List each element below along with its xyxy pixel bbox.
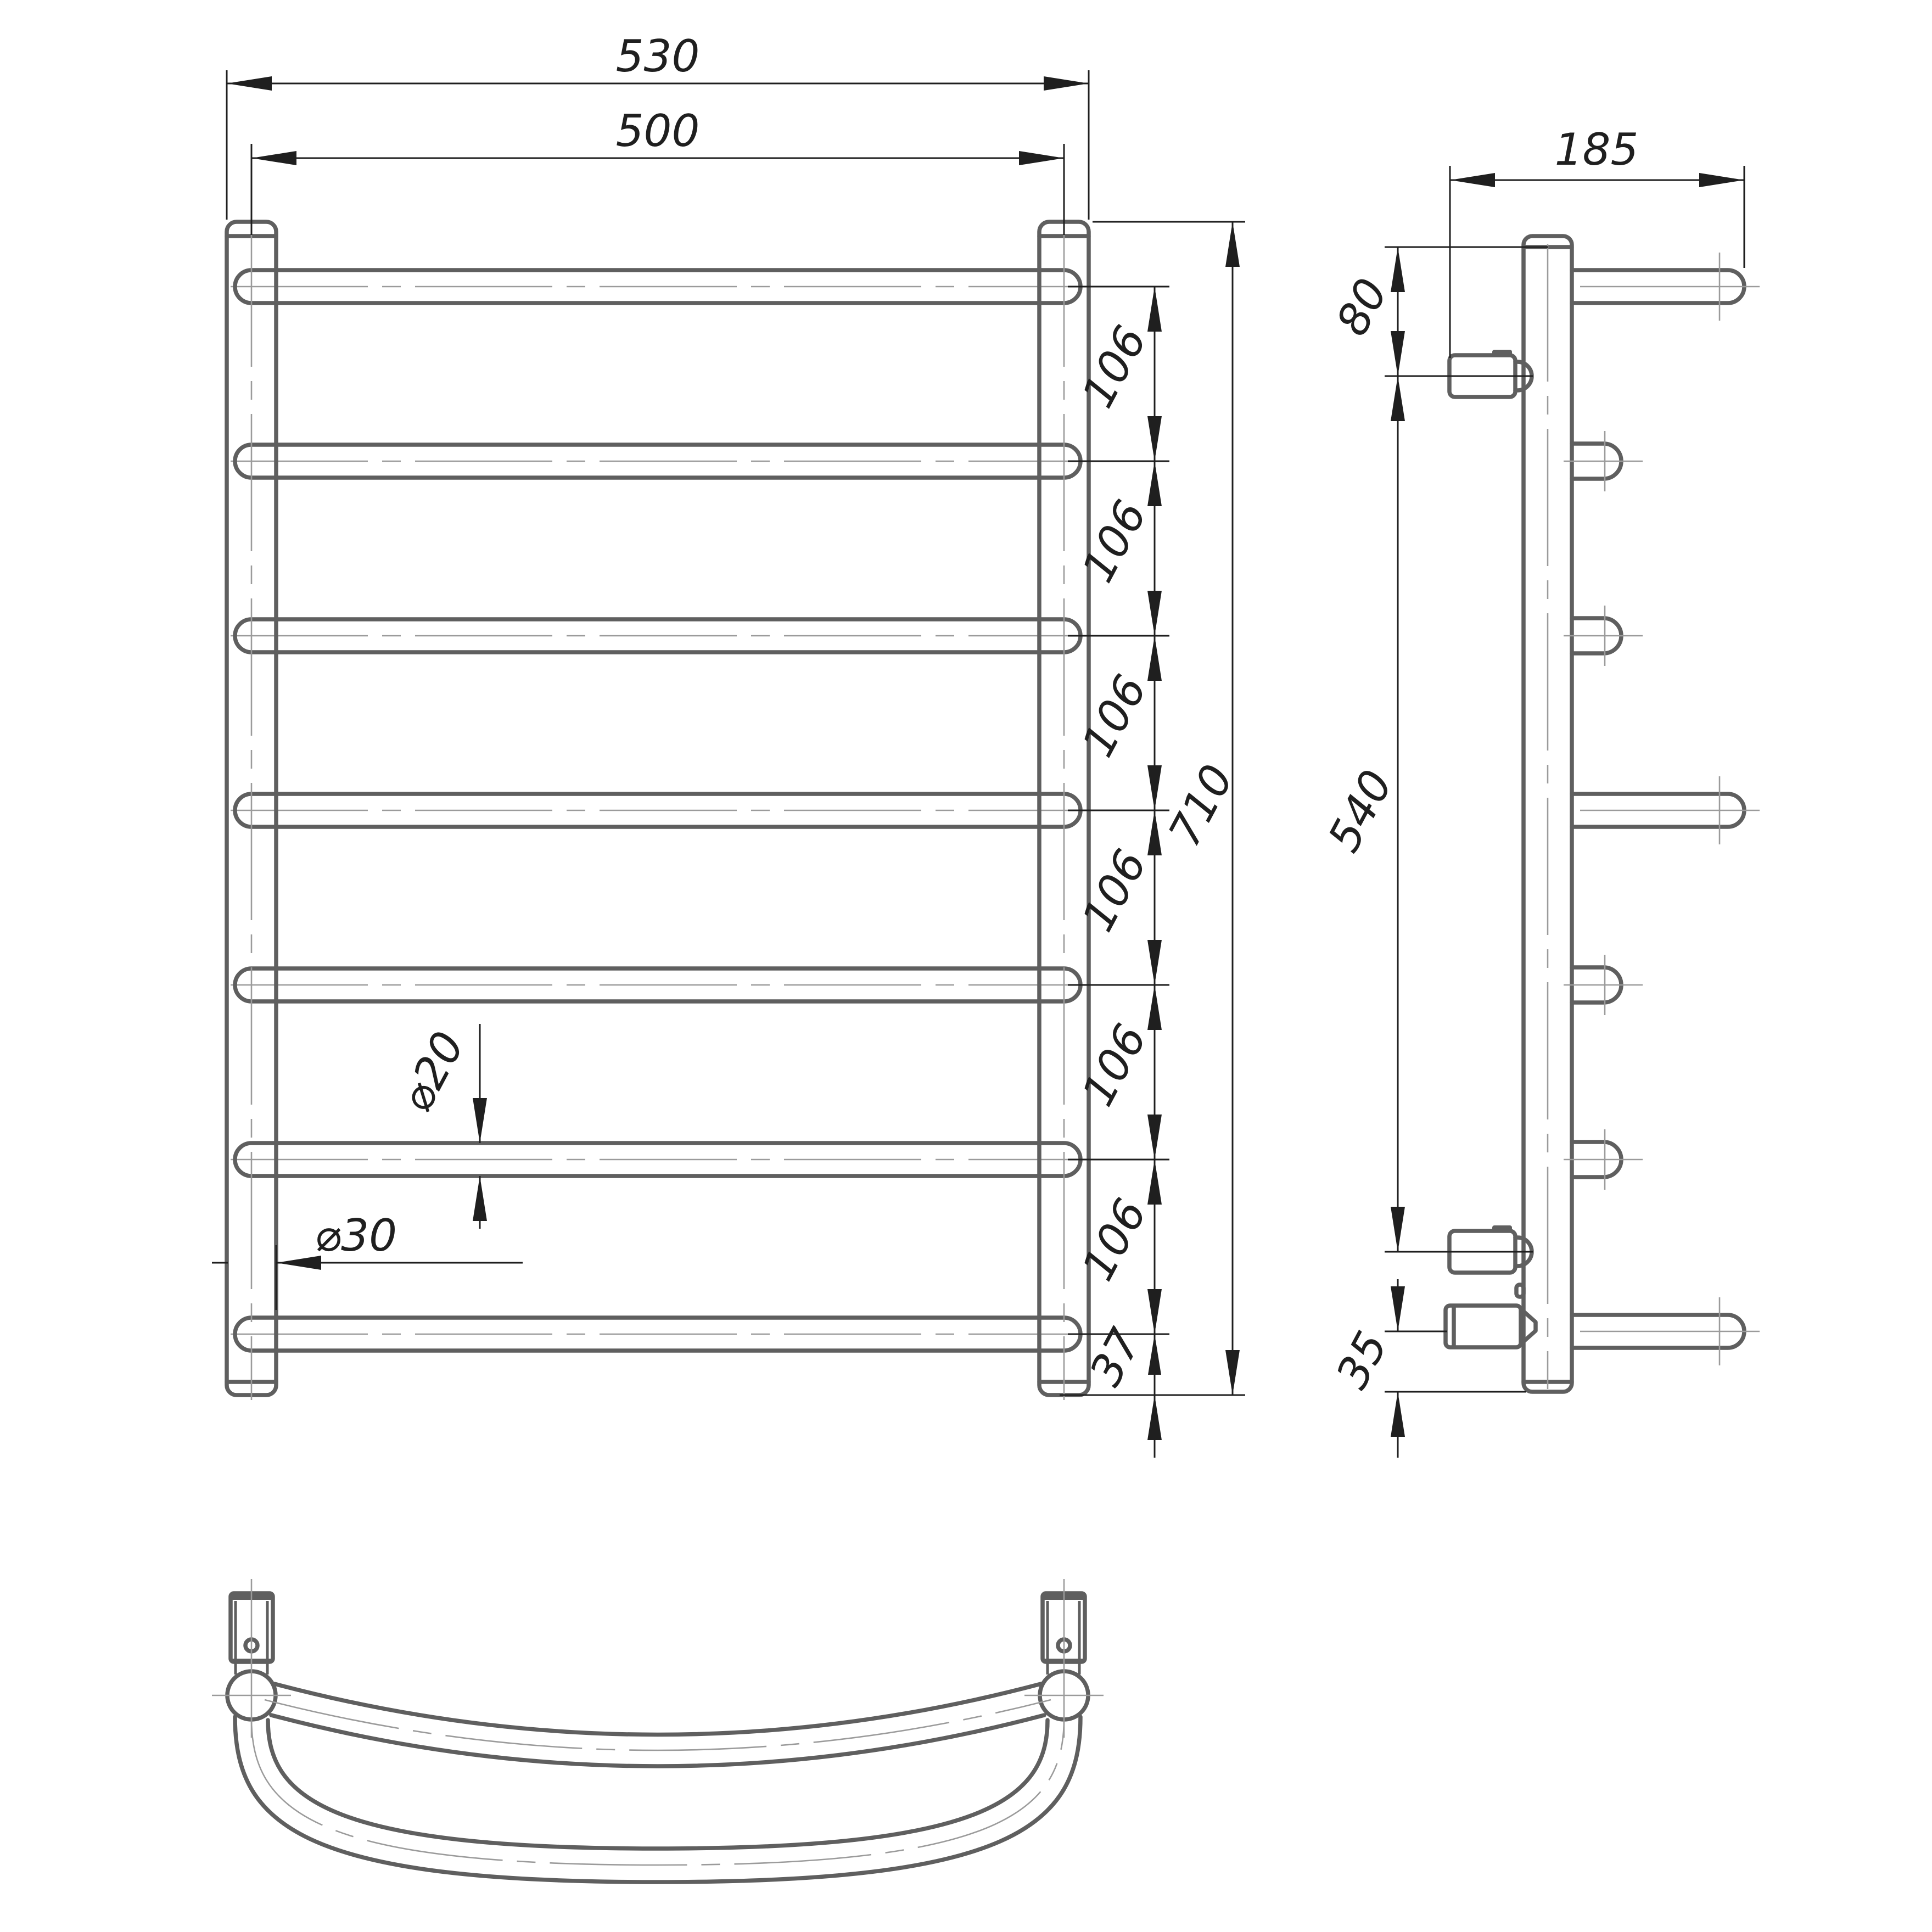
plan-deep-bar bbox=[235, 1717, 1080, 1882]
dim-185 bbox=[1450, 124, 1744, 358]
dim-106-label-6: 106 bbox=[1072, 1190, 1157, 1289]
dim-35-label: 35 bbox=[1326, 1323, 1398, 1397]
dim-106-label-2: 106 bbox=[1072, 492, 1157, 591]
dim-500-label: 500 bbox=[615, 105, 700, 156]
dim-chain-106 bbox=[1068, 287, 1169, 1458]
dim-540 bbox=[1318, 376, 1533, 1252]
wall-bracket-top bbox=[1449, 350, 1532, 397]
dim-530-label: 530 bbox=[615, 31, 700, 82]
dim-post-diameter bbox=[212, 1210, 523, 1310]
side-view bbox=[1318, 124, 1760, 1458]
side-deep-bars bbox=[1572, 253, 1760, 1365]
dim-106-label-4: 106 bbox=[1072, 841, 1157, 940]
dim-106-label-5: 106 bbox=[1072, 1016, 1157, 1115]
dim-185-label: 185 bbox=[1554, 124, 1639, 175]
dim-540-label: 540 bbox=[1318, 761, 1403, 860]
wall-bracket-bottom bbox=[1449, 1225, 1532, 1273]
bottom-fitting bbox=[1446, 1285, 1536, 1347]
dim-37-label: 37 bbox=[1079, 1320, 1151, 1394]
dim-710-label: 710 bbox=[1158, 756, 1244, 855]
dim-106-label-1: 106 bbox=[1072, 317, 1157, 416]
dim-d30-label: ⌀30 bbox=[315, 1210, 397, 1261]
bottom-view bbox=[212, 1579, 1104, 1882]
dim-80-label: 80 bbox=[1326, 270, 1398, 344]
dim-d20-label: ⌀20 bbox=[390, 1023, 474, 1121]
dim-500 bbox=[251, 105, 1064, 235]
plan-shallow-bar bbox=[265, 1684, 1051, 1766]
front-view bbox=[212, 31, 1245, 1458]
dim-bar-diameter bbox=[390, 1023, 480, 1229]
post-nub bbox=[1516, 1285, 1524, 1297]
dim-106-label-3: 106 bbox=[1072, 667, 1157, 765]
